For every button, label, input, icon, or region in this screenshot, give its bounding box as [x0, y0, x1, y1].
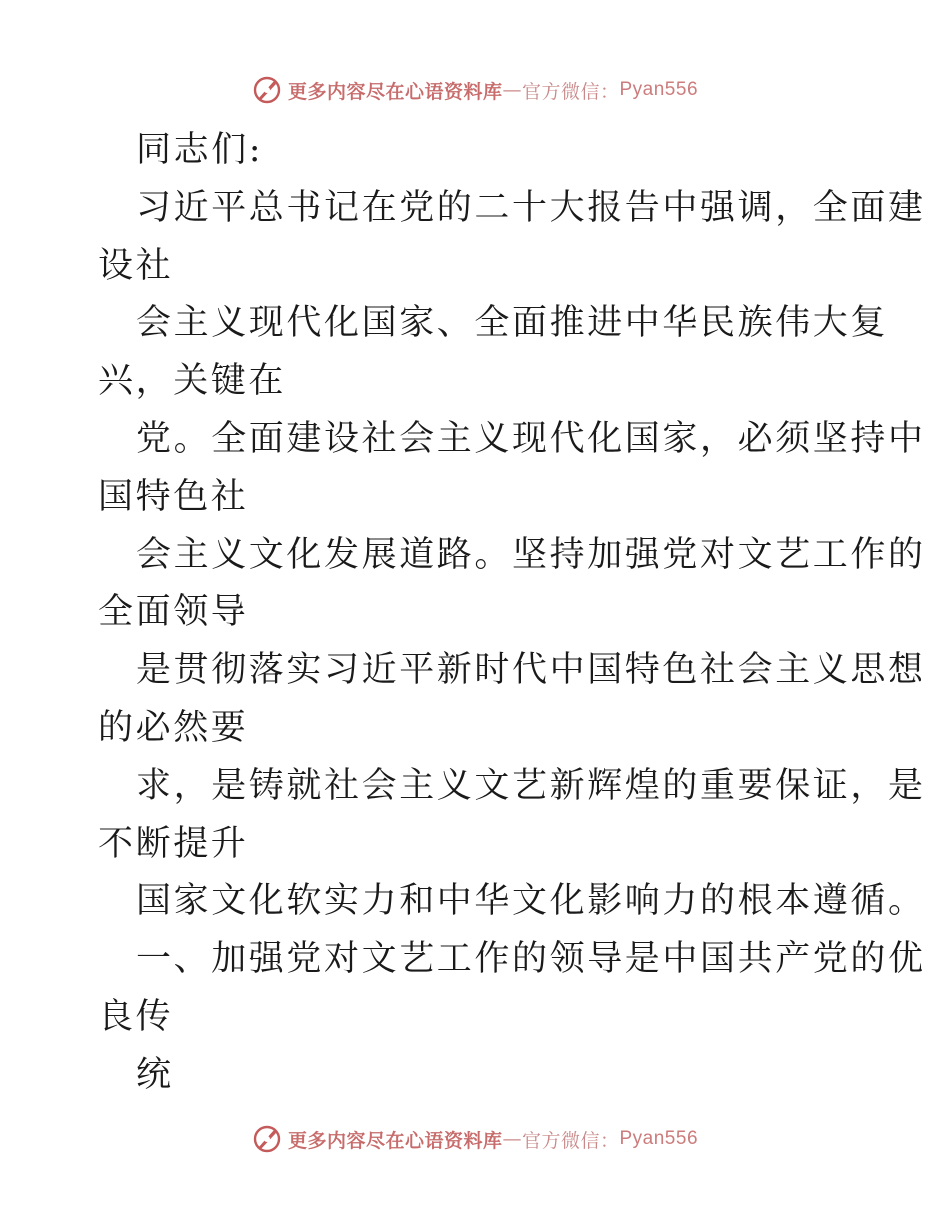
quill-logo-icon [252, 75, 282, 105]
body-line: 不断提升 [98, 823, 249, 864]
quill-logo-icon [252, 1124, 282, 1154]
body-line: 会主义现代化国家、全面推进中华民族伟大复 [136, 303, 889, 344]
body-line: 良传 [98, 996, 174, 1037]
body-line: 兴，关键在 [98, 361, 287, 402]
watermark-sub-text: 官方微信： [521, 80, 620, 103]
watermark-main-text: 更多内容尽在心语资料库 [287, 80, 503, 103]
body-line: 国家文化软实力和中华文化影响力的根本遵循。 [136, 881, 926, 922]
watermark-dash: — [502, 79, 522, 101]
body-line: 统 [136, 1054, 174, 1095]
body-line: 是贯彻落实习近平新时代中国特色社会主义思想 [136, 650, 926, 691]
watermark-id: Pyan556 [619, 79, 699, 100]
watermark-main-text: 更多内容尽在心语资料库 [287, 1129, 503, 1152]
body-line: 党。全面建设社会主义现代化国家，必须坚持中 [136, 418, 926, 459]
body-line: 习近平总书记在党的二十大报告中强调，全面建 [136, 187, 926, 228]
document-body [98, 122, 926, 1105]
watermark-id: Pyan556 [619, 1128, 699, 1149]
body-line: 全面领导 [98, 592, 249, 633]
header-watermark [0, 70, 950, 110]
body-line: 的必然要 [98, 707, 249, 748]
body-line: 同志们: [136, 130, 264, 170]
watermark-sub-text: 官方微信： [521, 1129, 620, 1152]
body-line: 国特色社 [98, 476, 249, 517]
body-line: 设社 [98, 245, 174, 286]
footer-watermark [0, 1119, 950, 1159]
body-line: 一、加强党对文艺工作的领导是中国共产党的优 [136, 939, 926, 980]
body-line: 会主义文化发展道路。坚持加强党对文艺工作的 [136, 534, 926, 575]
watermark-dash: — [502, 1128, 522, 1150]
body-line: 求，是铸就社会主义文艺新辉煌的重要保证，是 [136, 765, 926, 806]
